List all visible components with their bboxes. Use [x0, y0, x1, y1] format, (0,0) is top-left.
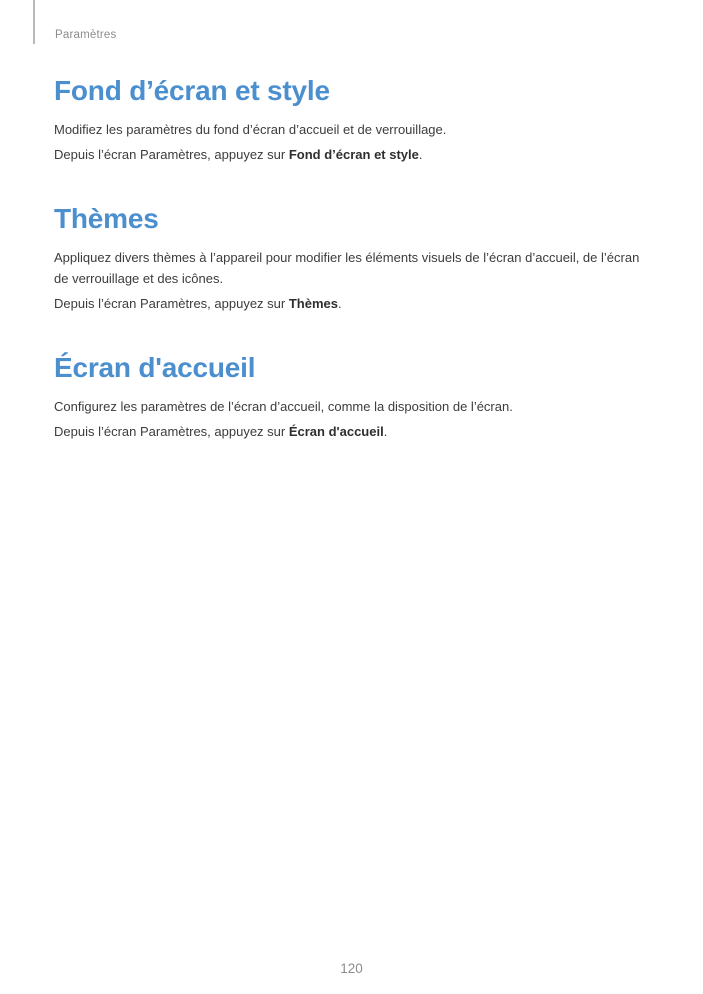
instruction-text: Depuis l’écran Paramètres, appuyez sur: [54, 424, 289, 439]
section-description: Appliquez divers thèmes à l’appareil pour modifier les éléments visuels de l’écran d’accueil, de l’écran de verrouillage et des icônes.: [54, 250, 640, 286]
menu-item-name: Fond d’écran et style: [288, 147, 419, 162]
section-title: Écran d'accueil: [54, 352, 256, 383]
section-description: Modifiez les paramètres du fond d’écran d’accueil et de verrouillage.: [54, 122, 447, 137]
menu-item-name: Écran d'accueil: [288, 424, 384, 439]
page-footer: [0, 960, 703, 978]
instruction-period: .: [383, 424, 388, 439]
section-instruction: [54, 144, 650, 165]
section-instruction: [54, 293, 650, 314]
section-title: Thèmes: [54, 203, 159, 234]
section-fond-decran-et-style: [54, 74, 653, 165]
page-content: [0, 44, 703, 442]
menu-item-name: Thèmes: [288, 296, 338, 311]
section-ecran-daccueil: [54, 351, 653, 442]
instruction-period: .: [418, 147, 423, 162]
instruction-period: .: [337, 296, 342, 311]
running-header-title: Paramètres: [55, 29, 117, 41]
section-themes: [54, 202, 653, 314]
section-title: Fond d’écran et style: [54, 75, 330, 106]
page-number: 120: [340, 961, 363, 976]
instruction-text: Depuis l’écran Paramètres, appuyez sur: [54, 296, 289, 311]
instruction-text: Depuis l’écran Paramètres, appuyez sur: [54, 147, 289, 162]
running-header: [33, 0, 703, 44]
section-description: Configurez les paramètres de l’écran d’accueil, comme la disposition de l’écran.: [54, 399, 513, 414]
section-instruction: [54, 421, 650, 442]
